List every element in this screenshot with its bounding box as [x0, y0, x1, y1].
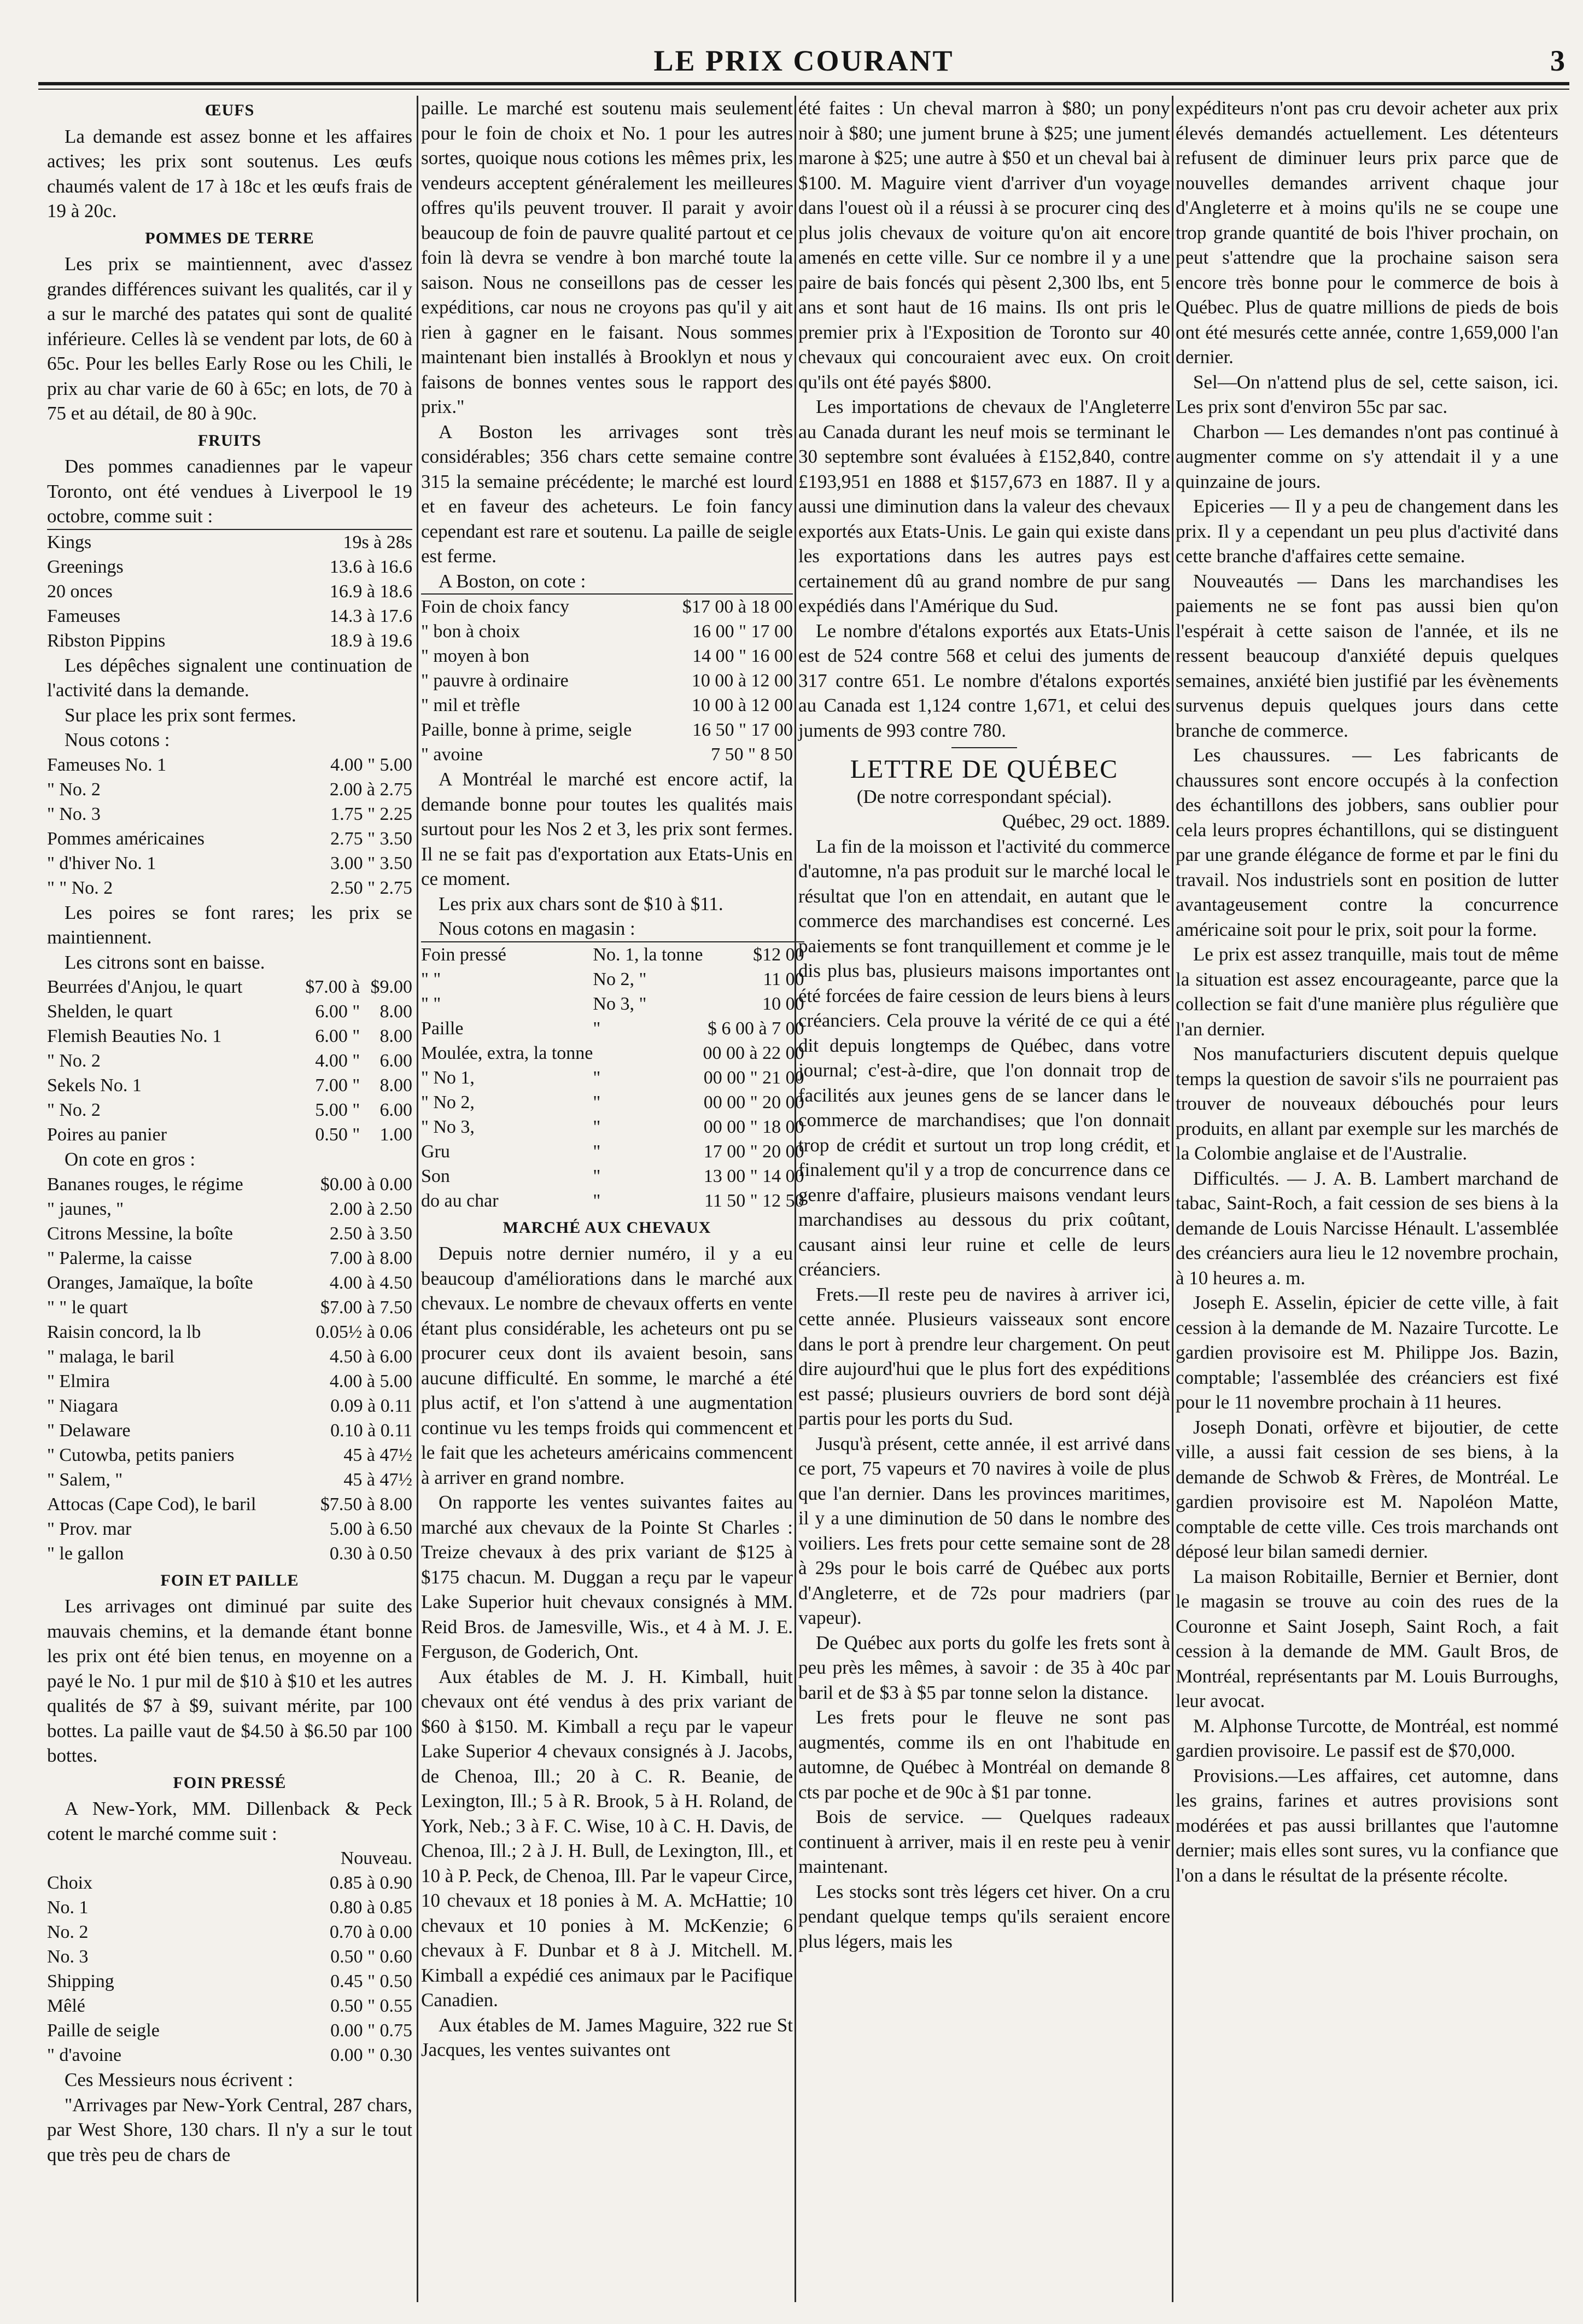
- section-heading-fruits: FRUITS: [197, 431, 262, 450]
- table-row: [47, 1969, 412, 1994]
- table-row: [47, 2018, 412, 2043]
- item-price-high: 6.00: [379, 1100, 412, 1120]
- table-row: [421, 718, 793, 742]
- table-row: [421, 992, 804, 1016]
- item-name: Paille, bonne à prime, seigle: [421, 720, 632, 740]
- table-row: [47, 1467, 412, 1492]
- item-name: Bananes rouges, le régime: [47, 1174, 243, 1195]
- page-number: 3: [1550, 44, 1565, 77]
- item-price: 7 50 " 8 50: [711, 744, 793, 765]
- section-heading-pommes-de-terre: POMMES DE TERRE: [145, 229, 314, 247]
- paragraph: Aux étables de M. James Maguire, 322 rue St Jacques, les ventes suivantes ont: [421, 2014, 793, 2060]
- section-heading-oeufs: ŒUFS: [205, 101, 255, 119]
- paragraph: Nous cotons :: [65, 729, 170, 750]
- item-price: 0.50 " 0.55: [330, 1996, 412, 2016]
- item-price: 11 50 " 12 50: [704, 1190, 804, 1211]
- item-name: Greenings: [47, 556, 124, 577]
- item-price: 45 à 47½: [343, 1445, 412, 1465]
- item-unit: ": [593, 1166, 601, 1186]
- paragraph: "Arrivages par New-York Central, 287 chars, par West Shore, 130 chars. Il n'y a sur le tout que très peu de chars de: [47, 2094, 412, 2165]
- table-row: [47, 1920, 412, 1944]
- item-name: " No. 3: [47, 803, 101, 824]
- table-row: [47, 1172, 412, 1197]
- item-price: $0.00 à 0.00: [320, 1174, 412, 1195]
- table-row: [47, 1049, 412, 1073]
- item-price: $12 00: [753, 944, 804, 965]
- table-row: [47, 1122, 412, 1147]
- item-name: " d'avoine: [47, 2045, 122, 2065]
- item-name: " Elmira: [47, 1371, 110, 1391]
- item-unit: ": [593, 1067, 601, 1088]
- item-name: Attocas (Cape Cod), le baril: [47, 1494, 256, 1515]
- table-row: [47, 876, 412, 900]
- item-price: 00 00 " 20 00: [703, 1092, 804, 1113]
- table-row: [421, 1139, 804, 1164]
- item-price: 4.50 à 6.00: [329, 1346, 412, 1367]
- item-price: 4.00 à 5.00: [329, 1371, 412, 1391]
- item-name: Paille: [421, 1018, 464, 1039]
- item-price: 13.6 à 16.6: [329, 556, 412, 577]
- section-heading-marche-aux-chevaux: MARCHÉ AUX CHEVAUX: [503, 1218, 711, 1237]
- item-price: 0.85 à 0.90: [329, 1873, 412, 1893]
- table-row: [47, 1541, 412, 1566]
- item-price: 0.09 à 0.11: [330, 1395, 412, 1416]
- item-name: do au char: [421, 1190, 499, 1211]
- item-name: " " le quart: [47, 1297, 128, 1318]
- item-price-high: 8.00: [379, 1075, 412, 1096]
- item-name: " ": [421, 969, 441, 989]
- item-unit: No 3, ": [593, 993, 647, 1014]
- paragraph: Les poires se font rares; les prix se maintiennent.: [47, 901, 412, 948]
- table-row: [47, 1073, 412, 1098]
- table-header-row: [47, 1846, 412, 1871]
- montreal-store-table: [421, 941, 804, 1213]
- table-row: [47, 1271, 412, 1295]
- item-price-low: 4.00 ": [315, 1051, 360, 1071]
- table-row: [47, 1221, 412, 1246]
- table-row: [47, 1443, 412, 1467]
- table-row: [421, 1041, 804, 1065]
- table-row: [421, 1016, 804, 1041]
- item-price: 3.00 " 3.50: [330, 853, 412, 873]
- table-row: [47, 1246, 412, 1271]
- paragraph: De Québec aux ports du golfe les frets sont à peu près les mêmes, à savoir : de 35 à 40c par baril et de $3 à $5 par tonne selon la distance.: [798, 1632, 1170, 1703]
- item-name: Kings: [47, 532, 92, 552]
- paragraph: été faites : Un cheval marron à $80; un pony noir à $80; une jument brune à $25; une jument marone à $25; une autre à $50 et un cheval bai à $100. M. Maguire vient d'arriver d'un voyage dans l'ouest où il a réussi à se procurer cinq des plus jolis chevaux de voiture qu'on ait encore amenés en cette ville. Sur ce nombre il y a une paire de bais foncés qui pèsent 2,300 lbs, ent 5 ans et sont haut de 16 mains. Ils ont pris le premier prix à l'Exposition de Toronto sur 40 chevaux qui concouraient avec eux. On croit qu'ils ont été payés $800.: [798, 97, 1170, 393]
- item-price: 0.30 à 0.50: [329, 1543, 412, 1564]
- item-price: $ 6 00 à 7 00: [708, 1018, 804, 1039]
- paragraph: Des pommes canadiennes par le vapeur Toronto, ont été vendues à Liverpool le 19 octobre, comme suit :: [47, 456, 412, 527]
- item-unit: ": [593, 1018, 601, 1039]
- table-row: [47, 1024, 412, 1049]
- item-price: 0.05½ à 0.06: [316, 1321, 412, 1342]
- paragraph: Les citrons sont en baisse.: [65, 951, 265, 973]
- pear-price-table: [47, 975, 412, 1147]
- item-name: " d'hiver No. 1: [47, 853, 156, 873]
- item-price: 00 00 à 22 00: [703, 1042, 804, 1063]
- item-name: Son: [421, 1166, 450, 1186]
- item-price-high: 8.00: [379, 1026, 412, 1046]
- table-row: [47, 2043, 412, 2067]
- header-rule: [38, 82, 1569, 85]
- item-unit: ": [593, 1116, 601, 1137]
- item-name: " le gallon: [47, 1543, 124, 1564]
- item-price: 4.00 " 5.00: [330, 754, 412, 775]
- item-price-low: 5.00 ": [315, 1100, 360, 1120]
- paragraph: A Boston, on cote :: [439, 570, 586, 592]
- item-price: 16.9 à 18.6: [329, 581, 412, 602]
- item-price: 14.3 à 17.6: [329, 605, 412, 626]
- item-price-low: 7.00 ": [315, 1075, 360, 1096]
- paragraph: Les prix se maintiennent, avec d'assez grandes différences suivant les qualités, car il y a sur le marché des patates qui sont de qualité inférieure. Celles là se vendent par lots, de 60 à 65c. Pour les belles Early Rose ou les Chili, le prix au char varie de 60 à 65c; en lots, de 70 à 75 et au détail, de 80 à 90c.: [47, 253, 412, 424]
- paragraph: Les dépêches signalent une continuation de l'activité dans la demande.: [47, 654, 412, 701]
- item-price: $17 00 à 18 00: [682, 597, 793, 617]
- paragraph: On cote en gros :: [65, 1149, 196, 1170]
- item-name: " Prov. mar: [47, 1518, 132, 1539]
- item-price: 0.45 " 0.50: [330, 1971, 412, 1991]
- paragraph: On rapporte les ventes suivantes faites au marché aux chevaux de la Pointe St Charles : Treize chevaux à des prix variant de $125 à $175 chacun. M. Duggan a reçu par le vapeur Lake Superior huit chevaux consignés à MM. Reid Bros. de Jamesville, Wis., et 4 à M. J. E. Ferguson, de Goderich, Ont.: [421, 1492, 793, 1662]
- header-rule-thin: [38, 89, 1569, 90]
- item-name: Citrons Messine, la boîte: [47, 1223, 233, 1244]
- item-name: " No. 2: [47, 779, 101, 800]
- item-unit: [593, 1041, 703, 1065]
- newspaper-title: LE PRIX COURANT: [653, 44, 954, 77]
- item-unit: ": [593, 1190, 601, 1211]
- section-heading-foin-presse: FOIN PRESSÉ: [173, 1773, 287, 1792]
- article-heading-lettre-de-quebec: LETTRE DE QUÉBEC: [850, 755, 1119, 784]
- item-name: Gru: [421, 1141, 450, 1162]
- paragraph: Le nombre d'étalons exportés aux Etats-Unis est de 524 contre 568 et celui des juments de 317 contre 651. Le nombre d'étalons exportés au Canada est 1,124 contre 1,671, et celui des juments de 993 contre 780.: [798, 620, 1170, 741]
- item-name: " moyen à bon: [421, 646, 530, 666]
- table-row: [47, 628, 412, 653]
- item-name: " malaga, le baril: [47, 1346, 174, 1367]
- item-name: " mil et trèfle: [421, 695, 520, 715]
- item-price-high: 8.00: [379, 1001, 412, 1022]
- paragraph: La fin de la moisson et l'activité du commerce d'automne, n'a pas produit sur le marché local le résultat que l'on en attendait, en autant que le commerce des marchandises est concerné. Les paiements se font tranquillement et comme je le dis plus bas, plusieurs maisons importantes ont été forcées de faire cession de leurs biens à leurs créanciers. Cela prouve la vérité de ce qui a été dit depuis longtemps de Québec, dans votre journal; c'est-à-dire, que l'on donnait trop de facilités aux jeunes gens de se lancer dans le commerce de marchandises; que l'on donnait trop de crédit et surtout un trop long crédit, et finalement qu'il y a trop de concurrence dans ce genre d'affaire, plusieurs maisons vendant leurs marchandises au dessous du prix coûtant, causant ainsi leur ruine et celle de leurs créanciers.: [798, 835, 1170, 1280]
- paragraph: La demande est assez bonne et les affaires actives; les prix sont soutenus. Les œufs chaumés valent de 17 à 18c et les œufs frais de 19 à 20c.: [47, 125, 412, 222]
- table-row: [421, 1115, 804, 1139]
- item-name: Mêlé: [47, 1996, 85, 2016]
- table-row: [421, 942, 804, 967]
- table-row: [47, 1517, 412, 1541]
- item-name: Raisin concord, la lb: [47, 1321, 201, 1342]
- table-row: [421, 644, 793, 668]
- paragraph: Jusqu'à présent, cette année, il est arrivé dans ce port, 75 vapeurs et 70 navires à voile de plus que l'an dernier. Dans les provinces maritimes, il y a une diminution de 50 dans le nombre des voiliers. Les frets pour cette semaine sont de 28 à 29s pour le bois carré de Québec aux ports d'Angleterre, et de 72s pour madriers (par vapeur).: [798, 1432, 1170, 1628]
- item-name: Moulée, extra, la tonne: [421, 1042, 593, 1063]
- item-name: No. 1: [47, 1897, 89, 1918]
- item-price: 10 00 à 12 00: [691, 671, 793, 691]
- apples-price-table: [47, 529, 412, 653]
- item-name: " jaunes, ": [47, 1198, 124, 1219]
- item-name: " ": [421, 993, 441, 1014]
- item-price: 13 00 " 14 00: [703, 1166, 804, 1186]
- table-row: [47, 851, 412, 876]
- table-row: [47, 1320, 412, 1344]
- item-price: 10 00 à 12 00: [691, 695, 793, 715]
- table-row: [421, 619, 793, 644]
- table-row: [47, 1369, 412, 1394]
- paragraph: Sur place les prix sont fermes.: [65, 704, 296, 726]
- table-row: [421, 693, 793, 718]
- item-name: Fameuses: [47, 605, 121, 626]
- paragraph: Bois de service. — Quelques radeaux continuent à arriver, mais il en reste peu à venir maintenant.: [798, 1806, 1170, 1877]
- item-name: " pauvre à ordinaire: [421, 671, 569, 691]
- item-price: 45 à 47½: [343, 1469, 412, 1490]
- column-2: [421, 96, 804, 2302]
- article-subtitle: (De notre correspondant spécial).: [856, 785, 1112, 807]
- item-price: 2.00 à 2.75: [329, 779, 412, 800]
- item-price: 17 00 " 20 00: [703, 1141, 804, 1162]
- wholesale-price-table: [47, 1172, 412, 1566]
- item-price: 0.80 à 0.85: [329, 1897, 412, 1918]
- dateline: Québec, 29 oct. 1889.: [1002, 811, 1170, 832]
- item-name: " Niagara: [47, 1395, 118, 1416]
- item-name: " No 2,: [421, 1092, 475, 1113]
- item-price: 0.10 à 0.11: [330, 1420, 412, 1441]
- paragraph: Nouveautés — Dans les marchandises les paiements ne se font pas aussi bien qu'on l'espérait à cette saison de l'année, et ils ne ressent beaucoup d'anxiété depuis quelques semaines, anxiété bien justifié par les évènements survenus depuis quelques jours dans cette branche de commerce.: [1176, 570, 1558, 741]
- column-1: [47, 96, 412, 2302]
- table-row: [47, 1944, 412, 1969]
- table-row: [47, 1492, 412, 1517]
- paragraph: La maison Robitaille, Bernier et Bernier, dont le magasin se trouve au coin des rues de la Couronne et Saint Joseph, Saint Roch, a fait cession à la demande de MM. Gault Bros, de Montréal, représentants par M. Louis Burroughs, leur avocat.: [1176, 1565, 1558, 1711]
- item-name: Poires au panier: [47, 1125, 167, 1145]
- item-name: Fameuses No. 1: [47, 754, 167, 775]
- item-name: Oranges, Jamaïque, la boîte: [47, 1272, 253, 1293]
- paragraph: Les importations de chevaux de l'Angleterre au Canada durant les neuf mois se terminant le 30 septembre sont évaluées à £152,840, contre £193,951 en 1888 et $157,673 en 1887. Il y a aussi une diminution dans la valeur des chevaux exportés aux Etats-Unis. Le gain qui existe dans les exportations dans les autres pays est certainement dû au grand nombre de pur sang expédiés dans l'Amérique du Sud.: [798, 396, 1170, 616]
- paragraph: Les arrivages ont diminué par suite des mauvais chemins, et la demande étant bonne les prix ont été bien tenus, en moyenne on a payé le No. 1 pur mil de $10 à $10 et les autres qualités de $7 à $9, suivant mérite, par 100 bottes. La paille vaut de $4.50 à $6.50 par 100 bottes.: [47, 1595, 412, 1766]
- item-name: Flemish Beauties No. 1: [47, 1026, 222, 1046]
- item-price: 0.00 " 0.30: [330, 2045, 412, 2065]
- column-3: [798, 96, 1170, 2302]
- paragraph: A New-York, MM. Dillenback & Peck cotent le marché comme suit :: [47, 1798, 412, 1844]
- item-price: 00 00 " 18 00: [703, 1116, 804, 1137]
- paragraph: Nous cotons en magasin :: [439, 918, 635, 939]
- paragraph: Frets.—Il reste peu de navires à arriver ici, cette année. Plusieurs vaisseaux sont encore dans le port à prendre leur chargement. On peut dire aujourd'hui que le plus fort des expéditions est passé; plusieurs ouvriers de bord sont déjà partis pour les ports du Sud.: [798, 1283, 1170, 1429]
- table-row: [47, 1871, 412, 1895]
- masthead: [38, 38, 1569, 77]
- section-heading-foin-et-paille: FOIN ET PAILLE: [160, 1571, 299, 1589]
- item-name: Shipping: [47, 1971, 114, 1991]
- table-row: [421, 668, 793, 693]
- item-name: Beurrées d'Anjou, le quart: [47, 977, 243, 997]
- table-row: [47, 1994, 412, 2018]
- item-price: 2.75 " 3.50: [330, 828, 412, 849]
- item-price: 1.75 " 2.25: [330, 803, 412, 824]
- item-name: " No. 2: [47, 1051, 101, 1071]
- ornament-rule: [951, 747, 1017, 748]
- item-unit: ": [593, 1141, 601, 1162]
- paragraph: Depuis notre dernier numéro, il y a eu beaucoup d'améliorations dans le marché aux chevaux. Le nombre de chevaux offerts en vente étant plus considérable, les acheteurs ont pu se procurer ceux dont ils avaient besoin, sans aucune difficulté. En somme, le marché a été plus actif, et l'on s'attend à une augmentation continue vu les temps froids qui commencent et le fait que les acheteurs américains commencent à arriver en grand nombre.: [421, 1243, 793, 1488]
- table-row: [421, 742, 793, 767]
- table-row: [421, 1065, 804, 1090]
- table-row: [47, 529, 412, 555]
- table-row: [47, 1418, 412, 1443]
- table-row: [47, 604, 412, 628]
- paragraph: Aux étables de M. J. H. Kimball, huit chevaux ont été vendus à des prix variant de $60 à $150. M. Kimball a reçu par le vapeur Lake Superior 4 chevaux consignés à J. Jacobs, de Chenoa, Ill.; 20 à C. R. Beanie, de Lexington, Ill.; 5 à R. Brook, 5 à H. Roland, de York, Neb.; 3 à F. C. Wise, 10 à C. H. Davis, de Chenoa, Ill.; 2 à J. H. Bull, de Lexington, Ill., et 10 à P. Peck, de Chenoa, Ill. Par le vapeur Circe, 10 chevaux et 18 ponies à M. A. McHattie; 10 chevaux et 10 ponies à M. McKenzie; 6 chevaux à F. Dunbar et 8 à J. Mitchell. M. Kimball a expédié ces animaux par le Pacifique Canadien.: [421, 1665, 793, 2011]
- paragraph: Provisions.—Les affaires, cet automne, dans les grains, farines et autres provisions sont modérées et pas aussi brillantes que l'automne dernier; mais elles sont sures, vu la confiance que l'on a dans le résultat de la présente récolte.: [1176, 1764, 1558, 1886]
- item-unit: No 2, ": [593, 969, 647, 989]
- item-price: 2.50 à 3.50: [329, 1223, 412, 1244]
- table-row: [47, 753, 412, 777]
- paragraph: expéditeurs n'ont pas cru devoir acheter aux prix élevés demandés actuellement. Les détenteurs refusent de diminuer leurs prix parce que de nouvelles demandes arrivent chaque jour d'Angleterre et à moins qu'ils ne se coupe une trop grande quantité de bois l'hiver prochain, on peut s'attendre que la prochaine saison sera encore très bonne pour le commerce de bois à Québec. Plus de quatre millions de pieds de bois ont été mesurés cette année, contre 1,659,000 l'an dernier.: [1176, 97, 1558, 368]
- item-price-high: $9.00: [370, 977, 412, 997]
- table-row: [47, 1895, 412, 1920]
- item-price-low: $7.00 à: [305, 977, 360, 997]
- table-row: [47, 999, 412, 1024]
- item-price: 16 50 " 17 00: [692, 720, 793, 740]
- paragraph: Epiceries — Il y a peu de changement dans les prix. Il y a cependant un peu plus d'activité dans cette branche d'affaires cette semaine.: [1176, 496, 1558, 567]
- paragraph: Les frets pour le fleuve ne sont pas augmentés, comme ils en ont l'habitude en automne, de Québec à Montréal on demande 8 cts par poche et de 90c à $1 par tonne.: [798, 1706, 1170, 1803]
- column-divider: [1172, 96, 1173, 2302]
- item-price-high: 1.00: [379, 1125, 412, 1145]
- item-price: 5.00 à 6.50: [329, 1518, 412, 1539]
- item-price: $7.50 à 8.00: [320, 1494, 412, 1515]
- item-name: " " No. 2: [47, 877, 113, 898]
- column-header: Nouveau.: [340, 1848, 412, 1868]
- item-name: " bon à choix: [421, 621, 521, 642]
- item-name: " Delaware: [47, 1420, 131, 1441]
- paragraph: A Montréal le marché est encore actif, la demande bonne pour toutes les qualités mais surtout pour les Nos 2 et 3, les prix sont fermes. Il ne se fait pas d'exportation aux Etats-Unis en ce moment.: [421, 768, 793, 889]
- paragraph: Charbon — Les demandes n'ont pas continué à augmenter comme on s'y attendait il y a une quinzaine de jours.: [1176, 421, 1558, 492]
- item-price: 2.00 à 2.50: [329, 1198, 412, 1219]
- item-price: $7.00 à 7.50: [320, 1297, 412, 1318]
- item-unit: ": [593, 1092, 601, 1113]
- item-price: 0.50 " 0.60: [330, 1947, 412, 1967]
- item-name: Shelden, le quart: [47, 1001, 173, 1022]
- table-row: [421, 1090, 804, 1115]
- table-row: [421, 1164, 804, 1189]
- item-price: 14 00 " 16 00: [692, 646, 793, 666]
- table-row: [47, 555, 412, 579]
- table-row: [421, 967, 804, 992]
- table-row: [47, 1098, 412, 1122]
- item-name: " Salem, ": [47, 1469, 123, 1490]
- paragraph: M. Alphonse Turcotte, de Montréal, est nommé gardien provisoire. Le passif est de $70,000.: [1176, 1715, 1558, 1761]
- column-4: [1176, 96, 1558, 2302]
- item-name: Paille de seigle: [47, 2020, 160, 2041]
- table-row: [47, 826, 412, 851]
- item-price: 2.50 " 2.75: [330, 877, 412, 898]
- item-name: Ribston Pippins: [47, 630, 166, 651]
- paragraph: Joseph Donati, orfèvre et bijoutier, de cette ville, a aussi fait cession de ses biens, à la demande de Schwob & Frères, de Montréal. Le gardien provisoire est M. Napoléon Matte, comptable de cette ville. Ces trois marchands ont déposé leur bilan samedi dernier.: [1176, 1416, 1558, 1562]
- table-row: [421, 1189, 804, 1213]
- item-price: 16 00 " 17 00: [692, 621, 793, 642]
- paragraph: Nos manufacturiers discutent depuis quelque temps la question de savoir s'ils ne pourraient pas trouver de nouveaux débouchés pour leurs produits, en allant par exemple sur les marchés de la Colombie anglaise et de l'Australie.: [1176, 1043, 1558, 1164]
- paragraph: Sel—On n'attend plus de sel, cette saison, ici. Les prix sont d'environ 55c par sac.: [1176, 371, 1558, 417]
- item-name: Sekels No. 1: [47, 1075, 142, 1096]
- table-row: [47, 975, 412, 999]
- item-price: 7.00 à 8.00: [329, 1248, 412, 1268]
- paragraph: Les chaussures. — Les fabricants de chaussures sont encore occupés à la confection des échantillons des jobbers, sans oublier pour cela leurs propres échantillons, qui se distinguent par une grande élégance de forme et par le fini du travail. Nos industriels sont en position de lutter avantageusement contre la concurrence américaine soit pour le prix, soit pour la forme.: [1176, 744, 1558, 940]
- new-york-hay-table: [47, 1846, 412, 2067]
- table-row: [47, 1394, 412, 1418]
- item-name: No. 3: [47, 1947, 89, 1967]
- item-name: " Palerme, la caisse: [47, 1248, 192, 1268]
- item-name: " No 3,: [421, 1116, 475, 1137]
- item-name: Foin pressé: [421, 944, 506, 965]
- paragraph: Les prix aux chars sont de $10 à $11.: [439, 893, 723, 915]
- paragraph: Ces Messieurs nous écrivent :: [65, 2069, 293, 2090]
- fruit-price-table: [47, 753, 412, 900]
- table-row: [47, 777, 412, 802]
- item-price-high: 6.00: [379, 1051, 412, 1071]
- item-price: 00 00 " 21 00: [703, 1067, 804, 1088]
- table-row: [47, 1344, 412, 1369]
- item-price: 10 00: [762, 993, 804, 1014]
- item-name: " No. 2: [47, 1100, 101, 1120]
- item-price: 18.9 à 19.6: [329, 630, 412, 651]
- table-row: [47, 1295, 412, 1320]
- item-price-low: 6.00 ": [315, 1001, 360, 1022]
- item-price: 0.70 à 0.00: [329, 1922, 412, 1942]
- item-name: " avoine: [421, 744, 483, 765]
- item-price: 4.00 à 4.50: [329, 1272, 412, 1293]
- item-name: Pommes américaines: [47, 828, 205, 849]
- paragraph: Les stocks sont très légers cet hiver. On a cru pendant quelque temps qu'ils seraient encore plus légers, mais les: [798, 1880, 1170, 1952]
- table-row: [47, 802, 412, 826]
- item-name: Foin de choix fancy: [421, 597, 569, 617]
- item-name: " Cutowba, petits paniers: [47, 1445, 235, 1465]
- item-name: Choix: [47, 1873, 93, 1893]
- item-price-low: 0.50 ": [315, 1125, 360, 1145]
- paragraph: Difficultés. — J. A. B. Lambert marchand de tabac, Saint-Roch, a fait cession de ses biens à la demande de Louis Narcisse Hénault. L'assemblée des créanciers aura lieu le 12 novembre prochain, à 10 heures a. m.: [1176, 1167, 1558, 1289]
- item-price-low: 6.00 ": [315, 1026, 360, 1046]
- column-divider: [417, 96, 418, 2302]
- item-price: 19s à 28s: [343, 532, 412, 552]
- paragraph: A Boston les arrivages sont très considérables; 356 chars cette semaine contre 315 la semaine précédente; le marché est lourd et en faveur des acheteurs. Le foin fancy cependant est rare et soutenu. La paille de seigle est ferme.: [421, 421, 793, 567]
- item-price: 0.00 " 0.75: [330, 2020, 412, 2041]
- table-row: [421, 594, 793, 619]
- table-row: [47, 1197, 412, 1221]
- paragraph: Le prix est assez tranquille, mais tout de même la situation est assez encourageante, parce que la collection se fait d'une manière plus régulière que l'an dernier.: [1176, 943, 1558, 1040]
- paragraph: Joseph E. Asselin, épicier de cette ville, à fait cession à la demande de M. Nazaire Turcotte. Le gardien provisoire est M. Philippe Jos. Bazin, comptable; l'assemblée des créanciers est fixé pour le 11 novembre prochain à 11 heures.: [1176, 1292, 1558, 1413]
- item-price: 11 00: [763, 969, 804, 989]
- item-name: " No 1,: [421, 1067, 475, 1088]
- item-name: 20 onces: [47, 581, 113, 602]
- table-row: [47, 579, 412, 604]
- boston-hay-table: [421, 593, 793, 767]
- paragraph: paille. Le marché est soutenu mais seulement pour le foin de choix et No. 1 pour les autres sortes, quoique nous cotions les mêmes prix, les vendeurs acceptent généralement les meilleures offres qu'ils peuvent trouver. Il parait y avoir beaucoup de foin de pauvre qualité partout et ce foin là devra se vendre à bon marché toute la saison. Nous ne conseillons pas de cesser les expéditions, car nous ne croyons pas qu'il y ait rien à gagner en le faisant. Nous sommes maintenant bien installés à Brooklyn et nous y faisons de bonnes ventes sous le rapport des prix.": [421, 97, 793, 417]
- item-name: No. 2: [47, 1922, 89, 1942]
- item-unit: No. 1, la tonne: [593, 944, 703, 965]
